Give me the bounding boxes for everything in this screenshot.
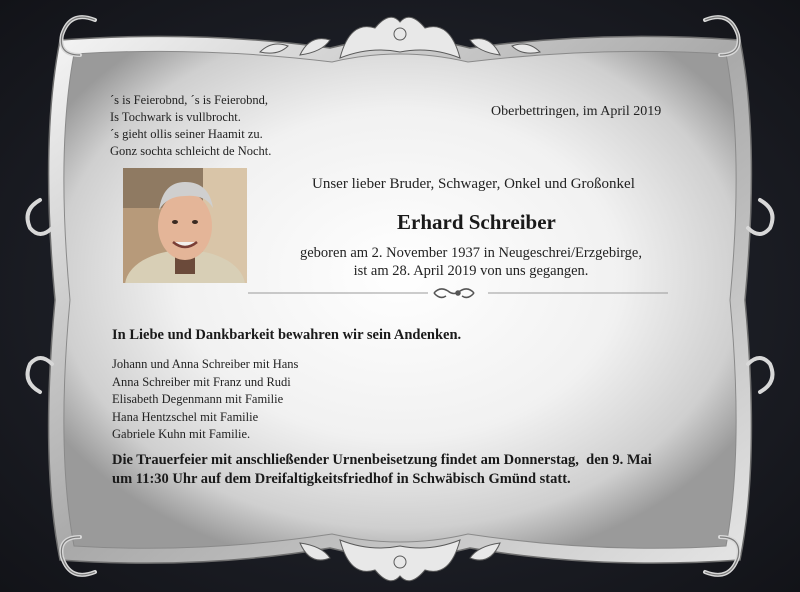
mourners-list bbox=[112, 356, 298, 444]
ornamental-divider bbox=[248, 284, 668, 302]
intro-line: Unser lieber Bruder, Schwager, Onkel und Großonkel bbox=[312, 176, 635, 192]
poem-line: ´s is Feierobnd, ´s is Feierobnd, bbox=[110, 93, 268, 107]
death-line: ist am 28. April 2019 von uns gegangen. bbox=[353, 263, 589, 279]
mourner-item: Anna Schreiber mit Franz und Rudi bbox=[112, 374, 291, 389]
mourner-item: Hana Hentzschel mit Familie bbox=[112, 409, 259, 424]
memory-line: In Liebe und Dankbarkeit bewahren wir sein Andenken. bbox=[112, 327, 462, 343]
poem-line: Is Tochwark is vullbrocht. bbox=[110, 110, 241, 124]
scroll-icon bbox=[434, 289, 474, 298]
place-date: Oberbettringen, im April 2019 bbox=[491, 104, 662, 119]
dialect-poem bbox=[110, 92, 271, 160]
mourner-item: Elisabeth Degenmann mit Familie bbox=[112, 392, 284, 406]
top-crest-ornament bbox=[260, 17, 540, 58]
mourner-item: Johann und Anna Schreiber mit Hans bbox=[112, 357, 299, 371]
portrait-photo bbox=[123, 168, 247, 283]
deceased-name: Erhard Schreiber bbox=[397, 210, 556, 234]
mourner-item: Gabriele Kuhn mit Familie. bbox=[112, 427, 251, 441]
funeral-line-2: um 11:30 Uhr auf dem Dreifaltigkeitsfriedhof in Schwäbisch Gmünd statt. bbox=[112, 471, 571, 487]
life-dates bbox=[290, 244, 652, 280]
funeral-line-1: Die Trauerfeier mit anschließender Urnenbeisetzung findet am Donnerstag, den 9. Mai bbox=[112, 452, 652, 468]
funeral-notice bbox=[112, 451, 652, 489]
birth-line: geboren am 2. November 1937 in Neugeschrei/Erzgebirge, bbox=[300, 245, 642, 261]
poem-line: Gonz sochta schleicht de Nocht. bbox=[110, 144, 272, 158]
poem-line: ´s gieht ollis seiner Haamit zu. bbox=[110, 127, 263, 141]
